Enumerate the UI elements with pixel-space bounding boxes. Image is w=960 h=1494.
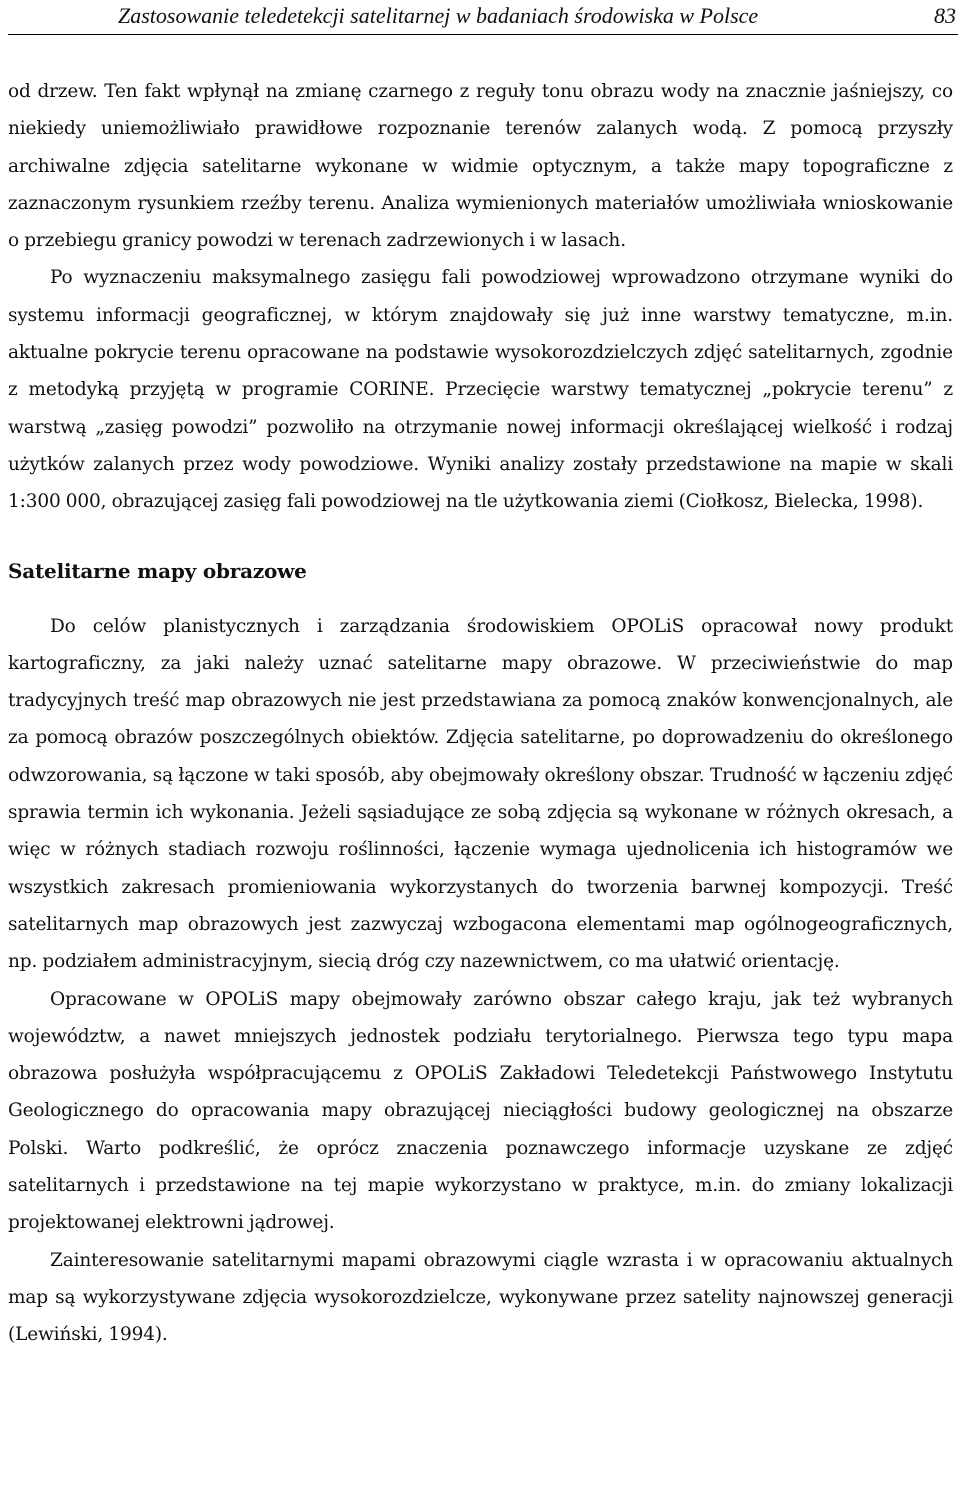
- section-heading: Satelitarne mapy obrazowe: [8, 558, 307, 583]
- running-header: [8, 0, 958, 35]
- page-body: [8, 73, 953, 1354]
- paragraph-gis-analysis: Po wyznaczeniu maksymalnego zasięgu fali powodziowej wprowadzono otrzymane wyniki do systemu informacji geograficznej, w którym znajdowały się już inne warstwy tematyczne, m.in. aktualne pokrycie terenu opracowane na podstawie wysokorozdzielczych zdjęć satelitarnych, zgodnie z metodyką przyjętą w programie CORINE. Przecięcie warstwy tematycznej „pokrycie terenu” z warstwą „zasięg powodzi” pozwoliło na otrzymanie nowej informacji określającej wielkość i rodzaj użytków zalanych przez wody powodziowe. Wyniki analizy zostały przedstawione na mapie w skali 1:300 000, obrazującej zasięg fali powodziowej na tle użytkowania ziemi (Ciołkosz, Bielecka, 1998).: [8, 267, 953, 513]
- paragraph-high-resolution: Zainteresowanie satelitarnymi mapami obrazowymi ciągle wzrasta i w opracowaniu aktualnych map są wykorzystywane zdjęcia wysokorozdzielcze, wykonywane przez satelity najnowszej generacji (Lewiński, 1994).: [8, 1249, 953, 1346]
- paragraph-image-maps: Do celów planistycznych i zarządzania środowiskiem OPOLiS opracował nowy produkt kartograficzny, za jaki należy uznać satelitarne mapy obrazowe. W przeciwieństwie do map tradycyjnych treść map obrazowych nie jest przedstawiana za pomocą znaków konwencjonalnych, ale za pomocą obrazów poszczególnych obiektów. Zdjęcia satelitarne, po doprowadzeniu do określonego odwzorowania, są łączone w taki sposób, aby obejmowały określony obszar. Trudność w łączeniu zdjęć sprawia termin ich wykonania. Jeżeli sąsiadujące ze sobą zdjęcia są wykonane w różnych okresach, a więc w różnych stadiach rozwoju roślinności, łączenie wymaga ujednolicenia ich histogramów we wszystkich zakresach promieniowania wykorzystanych do tworzenia barwnej kompozycji. Treść satelitarnych map obrazowych jest zazwyczaj wzbogacona elementami map ogólnogeograficznych, np. podziałem administracyjnym, siecią dróg czy nazewnictwem, co ma ułatwić orientację.: [8, 615, 953, 973]
- paragraph-opolis-maps: Opracowane w OPOLiS mapy obejmowały zarówno obszar całego kraju, jak też wybranych województw, a nawet mniejszych jednostek podziału terytorialnego. Pierwsza tego typu mapa obrazowa posłużyła współpracującemu z OPOLiS Zakładowi Teledetekcji Państwowego Instytutu Geologicznego do opracowania mapy obrazującej nieciągłości budowy geologicznej na obszarze Polski. Warto podkreślić, że oprócz znaczenia poznawczego informacje uzyskane ze zdjęć satelitarnych i przedstawione na tej mapie wykorzystano w praktyce, m.in. do zmiany lokalizacji projektowanej elektrowni jądrowej.: [8, 988, 953, 1234]
- running-title: Zastosowanie teledetekcji satelitarnej w badaniach środowiska w Polsce: [118, 3, 759, 28]
- page-number: 83: [934, 3, 956, 28]
- paragraph-flood-continuation: od drzew. Ten fakt wpłynął na zmianę czarnego z reguły tonu obrazu wody na znacznie jaśniejszy, co niekiedy uniemożliwiało prawidłowe rozpoznanie terenów zalanych wodą. Z pomocą przyszły archiwalne zdjęcia satelitarne wykonane w widmie optycznym, a także mapy topograficzne z zaznaczonym rysunkiem rzeźby terenu. Analiza wymienionych materiałów umożliwiała wnioskowanie o przebiegu granicy powodzi w terenach zadrzewionych i w lasach.: [8, 81, 953, 252]
